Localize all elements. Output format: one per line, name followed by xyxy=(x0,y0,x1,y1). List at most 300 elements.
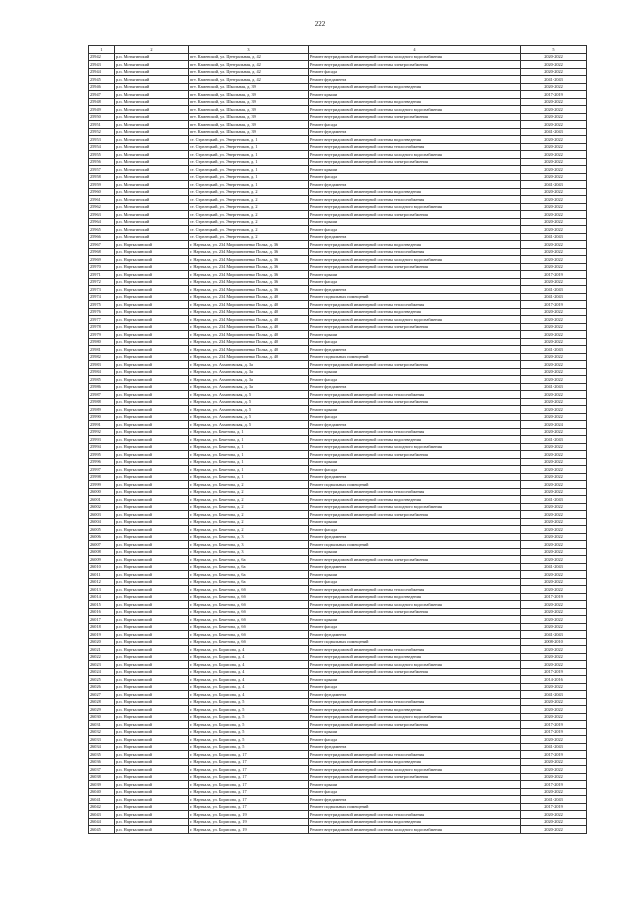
cell-address: г. Нарткала, ул. Борисова, д. 17 xyxy=(189,751,309,759)
cell-address: г. Нарткала, ул. 234 Мирошниченко Полка, д. 40 xyxy=(189,331,309,339)
cell-work-type: Ремонт внутридомовой инженерной системы водоотведения xyxy=(309,818,521,826)
cell-municipality: р.п. Нарткалинский xyxy=(115,436,189,444)
cell-period: 2020-2022 xyxy=(521,511,587,519)
column-header-1: 1 xyxy=(89,46,115,54)
table-row xyxy=(89,181,587,189)
cell-period: 2017-2019 xyxy=(521,668,587,676)
cell-row-number: 25987 xyxy=(89,391,115,399)
cell-address: г. Нарткала, ул. Бекетова, д. 2 xyxy=(189,518,309,526)
cell-period: 2041-2043 xyxy=(521,181,587,189)
cell-work-type: Ремонт фундамента xyxy=(309,796,521,804)
cell-period: 2020-2022 xyxy=(521,661,587,669)
cell-period: 2017-2019 xyxy=(521,301,587,309)
cell-work-type: Ремонт внутридомовой инженерной системы холодного водоснабжения xyxy=(309,766,521,774)
cell-work-type: Ремонт крыши xyxy=(309,571,521,579)
cell-row-number: 26042 xyxy=(89,803,115,811)
cell-row-number: 26029 xyxy=(89,706,115,714)
cell-row-number: 25965 xyxy=(89,226,115,234)
cell-work-type: Ремонт крыши xyxy=(309,91,521,99)
cell-row-number: 25997 xyxy=(89,466,115,474)
cell-municipality: р.п. Нарткалинский xyxy=(115,826,189,834)
cell-municipality: р.п. Мотыгинский xyxy=(115,173,189,181)
cell-address: г. Нарткала, ул. Борисова, д. 5 xyxy=(189,706,309,714)
cell-municipality: р.п. Нарткалинский xyxy=(115,368,189,376)
cell-address: г. Нарткала, ул. Ахматовская, д. 3а xyxy=(189,376,309,384)
cell-address: г. Нарткала, ул. Бекетова, д. 6а xyxy=(189,563,309,571)
table-row xyxy=(89,278,587,286)
table-row xyxy=(89,721,587,729)
cell-address: пгт. Каменский, ул. Школьная, д. 39 xyxy=(189,121,309,129)
cell-work-type: Ремонт крыши xyxy=(309,166,521,174)
cell-row-number: 25992 xyxy=(89,428,115,436)
cell-municipality: р.п. Мотыгинский xyxy=(115,83,189,91)
cell-address: пгт. Каменский, ул. Школьная, д. 39 xyxy=(189,91,309,99)
cell-work-type: Ремонт внутридомовой инженерной системы электроснабжения xyxy=(309,721,521,729)
cell-period: 2041-2043 xyxy=(521,796,587,804)
cell-period: 2020-2022 xyxy=(521,61,587,69)
cell-work-type: Ремонт подвальных помещений xyxy=(309,481,521,489)
cell-municipality: р.п. Нарткалинский xyxy=(115,278,189,286)
register-table xyxy=(88,45,587,834)
cell-work-type: Ремонт фундамента xyxy=(309,233,521,241)
cell-row-number: 26000 xyxy=(89,488,115,496)
table-row xyxy=(89,646,587,654)
cell-municipality: р.п. Нарткалинский xyxy=(115,391,189,399)
cell-row-number: 25993 xyxy=(89,436,115,444)
cell-municipality: р.п. Нарткалинский xyxy=(115,811,189,819)
cell-row-number: 26041 xyxy=(89,796,115,804)
cell-municipality: р.п. Нарткалинский xyxy=(115,743,189,751)
cell-address: г. Нарткала, ул. 234 Мирошниченко Полка, д. 40 xyxy=(189,323,309,331)
cell-municipality: р.п. Нарткалинский xyxy=(115,773,189,781)
cell-address: г. Нарткала, ул. Борисова, д. 19 xyxy=(189,811,309,819)
cell-period: 2020-2022 xyxy=(521,331,587,339)
cell-period: 2020-2022 xyxy=(521,248,587,256)
cell-row-number: 26045 xyxy=(89,826,115,834)
table-row xyxy=(89,136,587,144)
cell-period: 2020-2022 xyxy=(521,226,587,234)
cell-row-number: 26016 xyxy=(89,608,115,616)
cell-municipality: р.п. Нарткалинский xyxy=(115,361,189,369)
table-row xyxy=(89,766,587,774)
cell-address: г. Нарткала, ул. Бекетова, д. 6б xyxy=(189,638,309,646)
cell-row-number: 25944 xyxy=(89,68,115,76)
cell-row-number: 26012 xyxy=(89,578,115,586)
cell-municipality: р.п. Нарткалинский xyxy=(115,788,189,796)
table-row xyxy=(89,421,587,429)
cell-address: г. Нарткала, ул. Ахматовская, д. 5 xyxy=(189,406,309,414)
cell-period: 2020-2022 xyxy=(521,413,587,421)
cell-work-type: Ремонт внутридомовой инженерной системы водоотведения xyxy=(309,83,521,91)
cell-work-type: Ремонт внутридомовой инженерной системы электроснабжения xyxy=(309,668,521,676)
cell-work-type: Ремонт внутридомовой инженерной системы водоотведения xyxy=(309,758,521,766)
cell-municipality: р.п. Нарткалинский xyxy=(115,736,189,744)
cell-work-type: Ремонт внутридомовой инженерной системы теплоснабжения xyxy=(309,301,521,309)
cell-period: 2020-2022 xyxy=(521,706,587,714)
cell-row-number: 26013 xyxy=(89,586,115,594)
table-row xyxy=(89,436,587,444)
cell-address: г. Нарткала, ул. Бекетова, д. 1 xyxy=(189,436,309,444)
cell-period: 2020-2022 xyxy=(521,481,587,489)
cell-period: 2020-2022 xyxy=(521,398,587,406)
cell-period: 2020-2022 xyxy=(521,458,587,466)
table-row xyxy=(89,98,587,106)
cell-row-number: 25983 xyxy=(89,361,115,369)
cell-municipality: р.п. Мотыгинский xyxy=(115,151,189,159)
cell-municipality: р.п. Нарткалинский xyxy=(115,301,189,309)
table-row xyxy=(89,398,587,406)
cell-period: 2020-2022 xyxy=(521,758,587,766)
cell-address: пгт. Каменский, ул. Школьная, д. 39 xyxy=(189,83,309,91)
table-row xyxy=(89,496,587,504)
cell-work-type: Ремонт внутридомовой инженерной системы теплоснабжения xyxy=(309,698,521,706)
cell-row-number: 25988 xyxy=(89,398,115,406)
cell-address: г. Нарткала, ул. Бекетова, д. 2 xyxy=(189,526,309,534)
cell-period: 2020-2022 xyxy=(521,196,587,204)
cell-work-type: Ремонт внутридомовой инженерной системы теплоснабжения xyxy=(309,646,521,654)
cell-row-number: 25947 xyxy=(89,91,115,99)
cell-period: 2020-2022 xyxy=(521,766,587,774)
cell-municipality: р.п. Мотыгинский xyxy=(115,68,189,76)
cell-municipality: р.п. Нарткалинский xyxy=(115,781,189,789)
cell-municipality: р.п. Нарткалинский xyxy=(115,766,189,774)
cell-row-number: 26027 xyxy=(89,691,115,699)
cell-address: г. Нарткала, ул. Борисова, д. 5 xyxy=(189,743,309,751)
cell-work-type: Ремонт фасада xyxy=(309,466,521,474)
cell-row-number: 26034 xyxy=(89,743,115,751)
table-row xyxy=(89,61,587,69)
cell-address: г. Нарткала, ул. Борисова, д. 17 xyxy=(189,781,309,789)
cell-address: ст. Стрелецкий, ул. Энергетиков, д. 2 xyxy=(189,188,309,196)
cell-municipality: р.п. Нарткалинский xyxy=(115,571,189,579)
cell-work-type: Ремонт фундамента xyxy=(309,563,521,571)
table-row xyxy=(89,533,587,541)
cell-row-number: 26040 xyxy=(89,788,115,796)
cell-address: пгт. Каменский, ул. Центральная, д. 42 xyxy=(189,68,309,76)
cell-municipality: р.п. Нарткалинский xyxy=(115,443,189,451)
cell-row-number: 25990 xyxy=(89,413,115,421)
cell-work-type: Ремонт фасада xyxy=(309,683,521,691)
cell-address: пгт. Каменский, ул. Центральная, д. 42 xyxy=(189,76,309,84)
cell-period: 2020-2022 xyxy=(521,121,587,129)
cell-address: г. Нарткала, ул. Борисова, д. 5 xyxy=(189,713,309,721)
cell-address: г. Нарткала, ул. Бекетова, д. 6б xyxy=(189,601,309,609)
table-row xyxy=(89,653,587,661)
cell-municipality: р.п. Нарткалинский xyxy=(115,293,189,301)
cell-row-number: 25942 xyxy=(89,53,115,61)
cell-row-number: 26033 xyxy=(89,736,115,744)
table-row xyxy=(89,256,587,264)
cell-work-type: Ремонт крыши xyxy=(309,218,521,226)
cell-address: г. Нарткала, ул. Бекетова, д. 6б xyxy=(189,631,309,639)
cell-municipality: р.п. Нарткалинский xyxy=(115,646,189,654)
table-row xyxy=(89,263,587,271)
table-row xyxy=(89,53,587,61)
table-header-row xyxy=(89,46,587,54)
cell-period: 2020-2022 xyxy=(521,556,587,564)
cell-work-type: Ремонт внутридомовой инженерной системы электроснабжения xyxy=(309,113,521,121)
table-row xyxy=(89,428,587,436)
cell-address: г. Нарткала, ул. Борисова, д. 19 xyxy=(189,818,309,826)
cell-municipality: р.п. Нарткалинский xyxy=(115,818,189,826)
cell-period: 2020-2022 xyxy=(521,653,587,661)
cell-municipality: р.п. Нарткалинский xyxy=(115,676,189,684)
cell-period: 2017-2019 xyxy=(521,751,587,759)
cell-row-number: 26018 xyxy=(89,623,115,631)
cell-work-type: Ремонт фундамента xyxy=(309,346,521,354)
page-number: 222 xyxy=(314,20,326,28)
table-row xyxy=(89,728,587,736)
cell-municipality: р.п. Нарткалинский xyxy=(115,638,189,646)
cell-municipality: р.п. Нарткалинский xyxy=(115,398,189,406)
cell-work-type: Ремонт внутридомовой инженерной системы электроснабжения xyxy=(309,556,521,564)
cell-row-number: 25969 xyxy=(89,256,115,264)
cell-work-type: Ремонт внутридомовой инженерной системы холодного водоснабжения xyxy=(309,503,521,511)
cell-period: 2020-2022 xyxy=(521,218,587,226)
cell-row-number: 25971 xyxy=(89,271,115,279)
cell-work-type: Ремонт фундамента xyxy=(309,533,521,541)
cell-period: 2020-2022 xyxy=(521,143,587,151)
cell-period: 2020-2022 xyxy=(521,571,587,579)
table-row xyxy=(89,623,587,631)
cell-period: 2020-2022 xyxy=(521,578,587,586)
cell-address: ст. Стрелецкий, ул. Энергетиков, д. 1 xyxy=(189,181,309,189)
cell-municipality: р.п. Нарткалинский xyxy=(115,308,189,316)
cell-address: г. Нарткала, ул. Бекетова, д. 2 xyxy=(189,481,309,489)
cell-work-type: Ремонт внутридомовой инженерной системы холодного водоснабжения xyxy=(309,316,521,324)
cell-work-type: Ремонт крыши xyxy=(309,548,521,556)
table-row xyxy=(89,781,587,789)
cell-work-type: Ремонт фундамента xyxy=(309,631,521,639)
table-row xyxy=(89,706,587,714)
cell-work-type: Ремонт крыши xyxy=(309,331,521,339)
cell-period: 2020-2022 xyxy=(521,503,587,511)
cell-period: 2020-2022 xyxy=(521,241,587,249)
cell-address: пгт. Каменский, ул. Школьная, д. 39 xyxy=(189,113,309,121)
table-row xyxy=(89,233,587,241)
cell-row-number: 25978 xyxy=(89,323,115,331)
table-row xyxy=(89,413,587,421)
cell-work-type: Ремонт внутридомовой инженерной системы холодного водоснабжения xyxy=(309,601,521,609)
cell-municipality: р.п. Нарткалинский xyxy=(115,526,189,534)
cell-address: г. Нарткала, ул. Ахматовская, д. 5 xyxy=(189,413,309,421)
cell-address: г. Нарткала, ул. Бекетова, д. 1 xyxy=(189,428,309,436)
cell-row-number: 25982 xyxy=(89,353,115,361)
cell-row-number: 26044 xyxy=(89,818,115,826)
cell-period: 2020-2022 xyxy=(521,376,587,384)
table-row xyxy=(89,481,587,489)
table-row xyxy=(89,676,587,684)
cell-address: г. Нарткала, ул. Борисова, д. 5 xyxy=(189,698,309,706)
cell-row-number: 26006 xyxy=(89,533,115,541)
cell-period: 2020-2022 xyxy=(521,308,587,316)
cell-municipality: р.п. Нарткалинский xyxy=(115,803,189,811)
cell-municipality: р.п. Нарткалинский xyxy=(115,668,189,676)
cell-row-number: 25972 xyxy=(89,278,115,286)
table-row xyxy=(89,803,587,811)
cell-row-number: 26021 xyxy=(89,646,115,654)
cell-row-number: 26020 xyxy=(89,638,115,646)
cell-address: г. Нарткала, ул. Борисова, д. 4 xyxy=(189,676,309,684)
cell-municipality: р.п. Нарткалинский xyxy=(115,406,189,414)
cell-address: г. Нарткала, ул. Бекетова, д. 2 xyxy=(189,503,309,511)
table-row xyxy=(89,383,587,391)
cell-municipality: р.п. Нарткалинский xyxy=(115,631,189,639)
cell-municipality: р.п. Мотыгинский xyxy=(115,143,189,151)
table-row xyxy=(89,758,587,766)
table-row xyxy=(89,488,587,496)
cell-row-number: 26009 xyxy=(89,556,115,564)
cell-period: 2041-2043 xyxy=(521,436,587,444)
table-row xyxy=(89,241,587,249)
cell-period: 2020-2022 xyxy=(521,488,587,496)
cell-row-number: 26022 xyxy=(89,653,115,661)
cell-address: ст. Стрелецкий, ул. Энергетиков, д. 2 xyxy=(189,203,309,211)
cell-row-number: 25986 xyxy=(89,383,115,391)
cell-address: пгт. Каменский, ул. Центральная, д. 42 xyxy=(189,61,309,69)
cell-work-type: Ремонт фундамента xyxy=(309,286,521,294)
cell-address: г. Нарткала, ул. Ахматовская, д. 3а xyxy=(189,361,309,369)
cell-period: 2020-2022 xyxy=(521,586,587,594)
cell-period: 2020-2022 xyxy=(521,788,587,796)
cell-municipality: р.п. Мотыгинский xyxy=(115,91,189,99)
cell-address: г. Нарткала, ул. Ахматовская, д. 5 xyxy=(189,421,309,429)
cell-municipality: р.п. Нарткалинский xyxy=(115,466,189,474)
cell-period: 2020-2022 xyxy=(521,466,587,474)
cell-address: г. Нарткала, ул. Бекетова, д. 6б xyxy=(189,623,309,631)
table-row xyxy=(89,293,587,301)
cell-municipality: р.п. Нарткалинский xyxy=(115,796,189,804)
table-row xyxy=(89,166,587,174)
table-row xyxy=(89,173,587,181)
table-row xyxy=(89,196,587,204)
table-body xyxy=(89,53,587,833)
cell-work-type: Ремонт фундамента xyxy=(309,181,521,189)
table-row xyxy=(89,211,587,219)
cell-work-type: Ремонт фундамента xyxy=(309,383,521,391)
cell-row-number: 26004 xyxy=(89,518,115,526)
cell-row-number: 26011 xyxy=(89,571,115,579)
cell-row-number: 26043 xyxy=(89,811,115,819)
table-row xyxy=(89,316,587,324)
cell-address: г. Нарткала, ул. 234 Мирошниченко Полка, д. 36 xyxy=(189,263,309,271)
cell-work-type: Ремонт внутридомовой инженерной системы водоотведения xyxy=(309,436,521,444)
cell-work-type: Ремонт внутридомовой инженерной системы холодного водоснабжения xyxy=(309,106,521,114)
cell-period: 2020-2022 xyxy=(521,263,587,271)
cell-address: г. Нарткала, ул. Борисова, д. 5 xyxy=(189,736,309,744)
cell-row-number: 25950 xyxy=(89,113,115,121)
cell-work-type: Ремонт фасада xyxy=(309,338,521,346)
table-row xyxy=(89,811,587,819)
table-row xyxy=(89,511,587,519)
cell-work-type: Ремонт внутридомовой инженерной системы холодного водоснабжения xyxy=(309,713,521,721)
table-row xyxy=(89,451,587,459)
cell-row-number: 25961 xyxy=(89,196,115,204)
cell-work-type: Ремонт фасада xyxy=(309,578,521,586)
cell-work-type: Ремонт внутридомовой инженерной системы электроснабжения xyxy=(309,773,521,781)
table-row xyxy=(89,773,587,781)
cell-address: г. Нарткала, ул. Борисова, д. 17 xyxy=(189,758,309,766)
cell-period: 2020-2022 xyxy=(521,68,587,76)
cell-row-number: 25963 xyxy=(89,211,115,219)
cell-row-number: 26001 xyxy=(89,496,115,504)
cell-address: ст. Стрелецкий, ул. Энергетиков, д. 2 xyxy=(189,196,309,204)
cell-work-type: Ремонт внутридомовой инженерной системы водоотведения xyxy=(309,593,521,601)
cell-row-number: 26008 xyxy=(89,548,115,556)
column-header-3: 3 xyxy=(189,46,309,54)
cell-work-type: Ремонт фундамента xyxy=(309,76,521,84)
cell-row-number: 25946 xyxy=(89,83,115,91)
cell-municipality: р.п. Нарткалинский xyxy=(115,601,189,609)
cell-period: 2020-2022 xyxy=(521,736,587,744)
cell-row-number: 25976 xyxy=(89,308,115,316)
cell-municipality: р.п. Нарткалинский xyxy=(115,608,189,616)
table-row xyxy=(89,593,587,601)
cell-work-type: Ремонт крыши xyxy=(309,781,521,789)
cell-municipality: р.п. Нарткалинский xyxy=(115,593,189,601)
cell-address: пгт. Каменский, ул. Центральная, д. 42 xyxy=(189,53,309,61)
cell-work-type: Ремонт внутридомовой инженерной системы теплоснабжения xyxy=(309,391,521,399)
table-row xyxy=(89,638,587,646)
cell-work-type: Ремонт внутридомовой инженерной системы электроснабжения xyxy=(309,61,521,69)
cell-period: 2020-2022 xyxy=(521,256,587,264)
cell-period: 2020-2022 xyxy=(521,473,587,481)
cell-municipality: р.п. Мотыгинский xyxy=(115,158,189,166)
cell-period: 2041-2043 xyxy=(521,691,587,699)
table-row xyxy=(89,113,587,121)
cell-municipality: р.п. Мотыгинский xyxy=(115,98,189,106)
cell-work-type: Ремонт внутридомовой инженерной системы холодного водоснабжения xyxy=(309,826,521,834)
cell-period: 2020-2022 xyxy=(521,151,587,159)
cell-work-type: Ремонт внутридомовой инженерной системы электроснабжения xyxy=(309,323,521,331)
cell-work-type: Ремонт крыши xyxy=(309,728,521,736)
cell-row-number: 25962 xyxy=(89,203,115,211)
cell-period: 2020-2022 xyxy=(521,601,587,609)
cell-row-number: 25980 xyxy=(89,338,115,346)
cell-municipality: р.п. Нарткалинский xyxy=(115,286,189,294)
table-row xyxy=(89,458,587,466)
cell-municipality: р.п. Нарткалинский xyxy=(115,623,189,631)
cell-period: 2017-2019 xyxy=(521,91,587,99)
column-header-2: 2 xyxy=(115,46,189,54)
cell-period: 2017-2019 xyxy=(521,781,587,789)
table-row xyxy=(89,406,587,414)
cell-address: пгт. Каменский, ул. Школьная, д. 39 xyxy=(189,98,309,106)
table-row xyxy=(89,578,587,586)
cell-address: г. Нарткала, ул. Бекетова, д. 6а xyxy=(189,556,309,564)
cell-period: 2020-2022 xyxy=(521,53,587,61)
cell-row-number: 25979 xyxy=(89,331,115,339)
cell-address: г. Нарткала, ул. Бекетова, д. 6а xyxy=(189,578,309,586)
table-row xyxy=(89,338,587,346)
cell-municipality: р.п. Мотыгинский xyxy=(115,113,189,121)
cell-work-type: Ремонт фасада xyxy=(309,68,521,76)
cell-row-number: 26037 xyxy=(89,766,115,774)
table-row xyxy=(89,128,587,136)
cell-municipality: р.п. Нарткалинский xyxy=(115,338,189,346)
cell-period: 2020-2022 xyxy=(521,203,587,211)
cell-address: г. Нарткала, ул. Бекетова, д. 1 xyxy=(189,466,309,474)
table-row xyxy=(89,271,587,279)
cell-period: 2020-2022 xyxy=(521,518,587,526)
table-row xyxy=(89,698,587,706)
cell-row-number: 25973 xyxy=(89,286,115,294)
cell-period: 2020-2024 xyxy=(521,421,587,429)
cell-work-type: Ремонт внутридомовой инженерной системы теплоснабжения xyxy=(309,248,521,256)
cell-address: г. Нарткала, ул. 234 Мирошниченко Полка, д. 40 xyxy=(189,353,309,361)
cell-address: г. Нарткала, ул. Бекетова, д. 3 xyxy=(189,533,309,541)
cell-row-number: 26023 xyxy=(89,661,115,669)
